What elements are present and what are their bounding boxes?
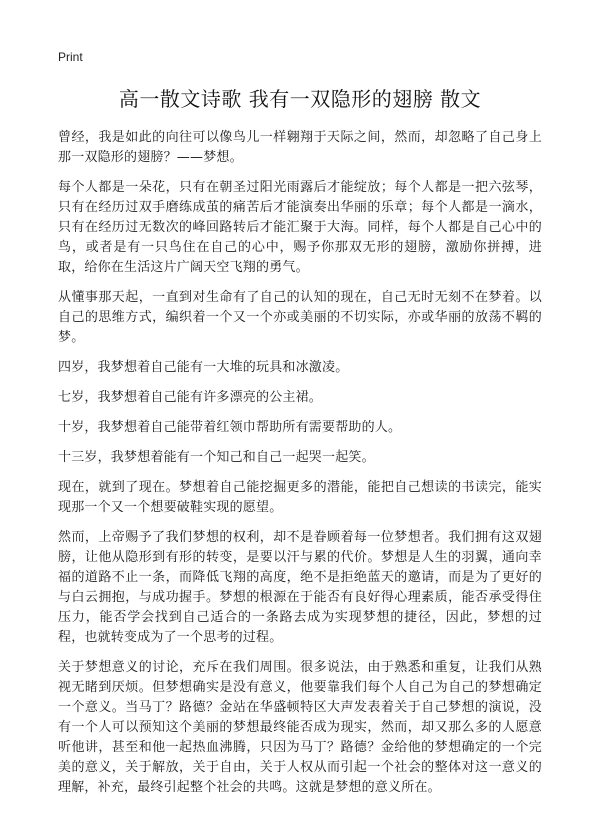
article-paragraph: 现在，就到了现在。梦想着自己能挖掘更多的潜能，能把自己想读的书读完，能实现那一个又一个想要破鞋实现的愿望。	[58, 480, 542, 515]
article-paragraph: 曾经，我是如此的向往可以像鸟儿一样翱翔于天际之间，然而，却忽略了自己身上那一双隐形的翅膀？——梦想。	[58, 130, 542, 165]
article-paragraph: 七岁，我梦想着自己能有许多漂亮的公主裙。	[58, 390, 323, 405]
article-paragraph: 四岁，我梦想着自己能有一大堆的玩具和冰激凌。	[58, 360, 349, 375]
article-paragraph: 每个人都是一朵花，只有在朝圣过阳光雨露后才能绽放；每个人都是一把六弦琴，只有在经历过双手磨练成茧的痛苦后才能演奏出华丽的乐章；每个人都是一滴水，只有在经历过无数次的峰回路转后才能汇聚于大海。同样，每个人都是自己心中的鸟，或者是有一只鸟住在自己的心中，赐予你那双无形的翅膀，激励你拼搏，进取，给你在生活这片广阔天空飞翔的勇气。	[58, 180, 542, 275]
print-link[interactable]: Print	[58, 50, 83, 64]
article-title: 高一散文诗歌 我有一双隐形的翅膀 散文	[118, 87, 482, 111]
article-paragraph: 十岁，我梦想着自己能带着红领巾帮助所有需要帮助的人。	[58, 420, 402, 435]
article-body	[58, 128, 542, 798]
article-paragraph: 关于梦想意义的讨论，充斥在我们周围。很多说法，由于熟悉和重复，让我们从熟视无睹到厌烦。但梦想确实是没有意义，他要靠我们每个人自己为自己的梦想确定一个意义。当马丁？路德？金站在华盛顿特区大声发表着关于自己梦想的演说，没有一个人可以预知这个美丽的梦想最终能否成为现实，然而，却又那么多的人愿意听他讲，甚至和他一起热血沸腾，只因为马丁？路德？金给他的梦想确定的一个完美的意义，关于解放，关于自由，关于人权从而引起一个社会的整体对这一意义的理解，补充，最终引起整个社会的共鸣。这就是梦想的意义所在。	[58, 660, 542, 795]
article-paragraph: 然而，上帝赐予了我们梦想的权利，却不是眷顾着每一位梦想者。我们拥有这双翅膀，让他从隐形到有形的转变，是要以汗与累的代价。梦想是人生的羽翼，通向幸福的道路不止一条，而降低飞翔的高度，绝不是拒绝蓝天的邀请，而是为了更好的与白云拥抱，与成功握手。梦想的根源在于能否有良好得心理素质，能否承受得住压力，能否学会找到自己适合的一条路去成为实现梦想的捷径，因此，梦想的过程，也就转变成为了一个思考的过程。	[58, 530, 542, 645]
article-paragraph: 从懂事那天起，一直到对生命有了自己的认知的现在，自己无时无刻不在梦着。以自己的思维方式，编织着一个又一个亦或美丽的不切实际，亦或华丽的放荡不羁的梦。	[58, 290, 542, 345]
article-paragraph: 十三岁，我梦想着能有一个知己和自己一起哭一起笑。	[58, 450, 375, 465]
